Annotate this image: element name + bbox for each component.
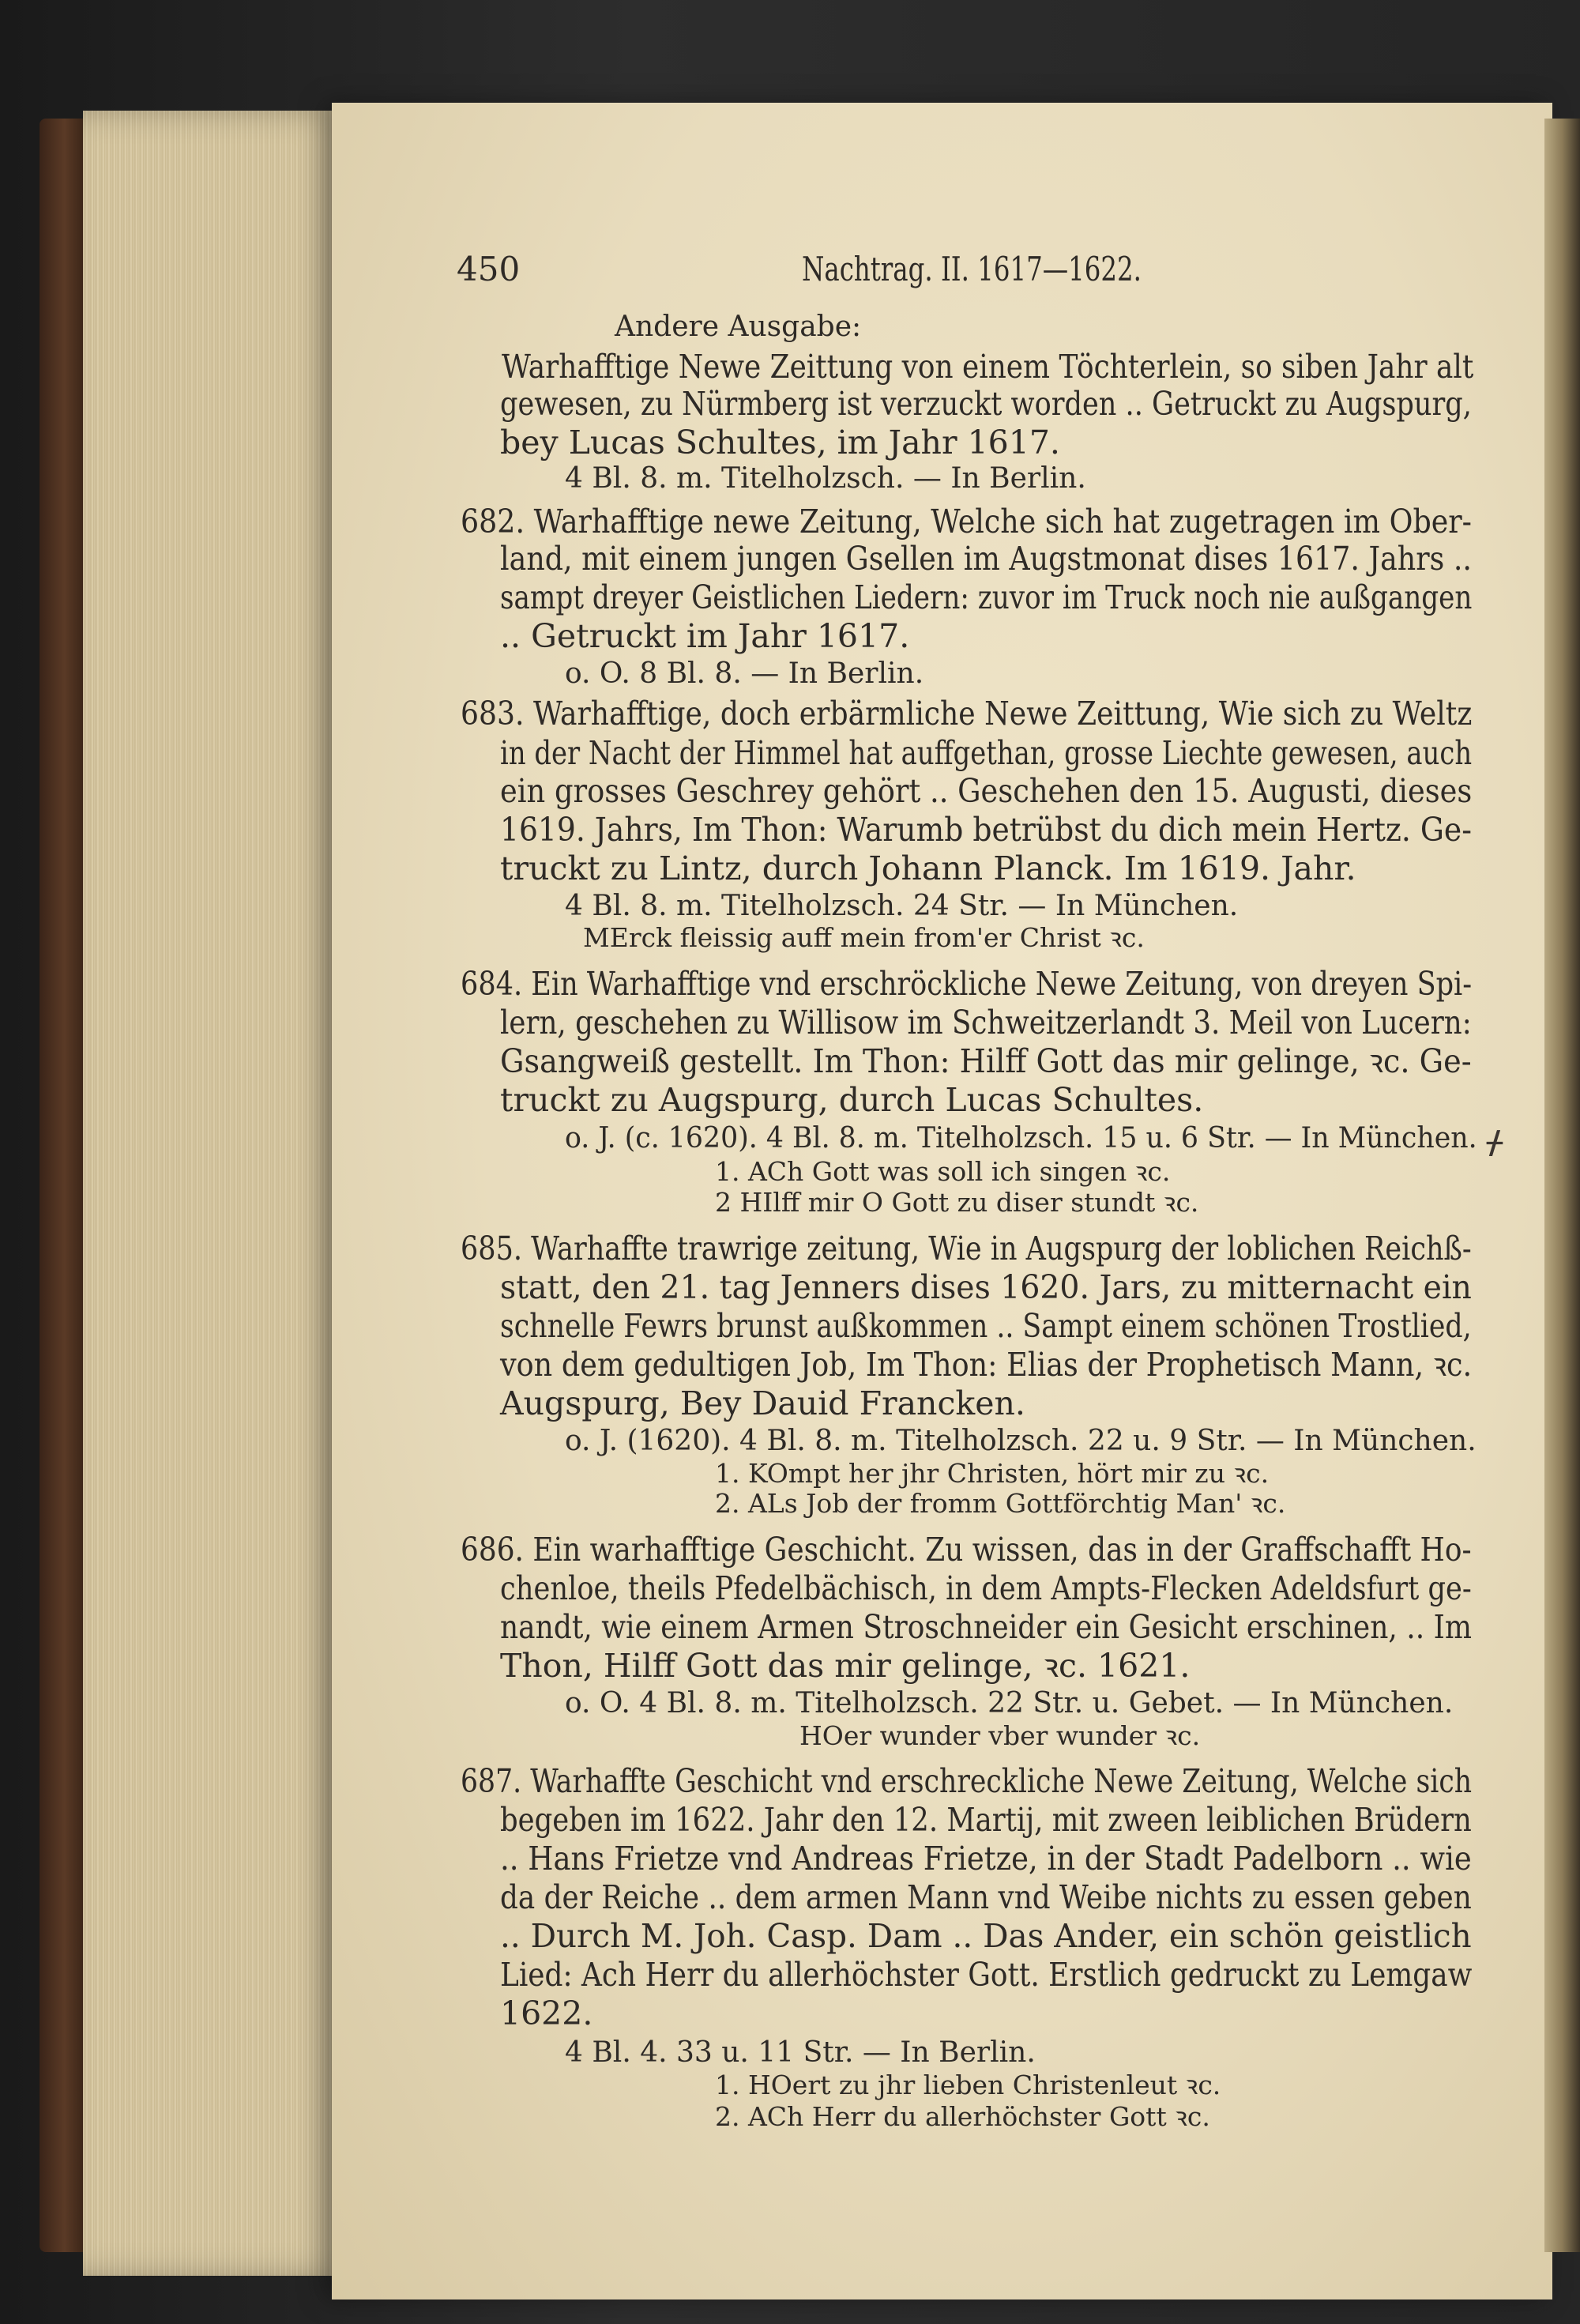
text-line: nandt, wie einem Armen Stroschneider ein Gesicht erschinen, .. Im — [500, 1608, 1472, 1646]
text-line: in der Nacht der Himmel hat auffgethan, grosse Liechte gewesen, auch — [500, 734, 1473, 772]
text-line: 1622. — [500, 1994, 593, 2032]
text-line: 685. Warhaffte trawrige zeitung, Wie in Augspurg der loblichen Reichß- — [461, 1230, 1472, 1267]
text-line: 687. Warhaffte Geschicht vnd erschreckliche Newe Zeitung, Welche sich — [461, 1762, 1473, 1800]
text-line: Andere Ausgabe: — [615, 311, 862, 343]
text-line: statt, den 21. tag Jenners dises 1620. Jars, zu mitternacht ein — [500, 1268, 1472, 1306]
text-line: 1619. Jahrs, Im Thon: Warumb betrübst du dich mein Hertz. Ge- — [500, 811, 1472, 849]
text-line: 1. HOert zu jhr lieben Christenleut ꝛc. — [715, 2070, 1221, 2100]
text-line: Lied: Ach Herr du allerhöchster Gott. Erstlich gedruckt zu Lemgaw — [500, 1956, 1473, 1994]
text-line: truckt zu Lintz, durch Johann Planck. Im 1619. Jahr. — [500, 849, 1356, 887]
text-line: MErck fleissig auff mein from'er Christ ꝛc. — [583, 922, 1145, 953]
text-line: .. Durch M. Joh. Casp. Dam .. Das Ander, ein schön geistlich — [500, 1917, 1472, 1955]
text-line: Thon, Hilff Gott das mir gelinge, ꝛc. 1621. — [500, 1647, 1191, 1685]
text-line: 686. Ein warhafftige Geschicht. Zu wissen, das in der Graffschafft Ho- — [461, 1531, 1472, 1569]
text-line: 2 HIlff mir O Gott zu diser stundt ꝛc. — [715, 1187, 1199, 1218]
text-line: Warhafftige Newe Zeittung von einem Töchterlein, so siben Jahr alt — [502, 348, 1474, 386]
text-line: HOer wunder vber wunder ꝛc. — [799, 1720, 1201, 1751]
text-line: 683. Warhafftige, doch erbärmliche Newe Zeittung, Wie sich zu Weltz — [461, 695, 1473, 733]
page-number: 450 — [457, 250, 521, 288]
text-line: von dem gedultigen Job, Im Thon: Elias der Prophetisch Mann, ꝛc. — [500, 1346, 1473, 1384]
text-line: Gsangweiß gestellt. Im Thon: Hilff Gott das mir gelinge, ꝛc. Ge- — [500, 1042, 1472, 1080]
text-line: chenloe, theils Pfedelbächisch, in dem Ampts-Flecken Adeldsfurt ge- — [500, 1569, 1472, 1607]
margin-mark: ᚋ — [1487, 1124, 1503, 1160]
text-line: 682. Warhafftige newe Zeitung, Welche sich hat zugetragen im Ober- — [461, 503, 1472, 541]
text-line: lern, geschehen zu Willisow im Schweitzerlandt 3. Meil von Lucern: — [500, 1004, 1472, 1041]
text-line: 2. ACh Herr du allerhöchster Gott ꝛc. — [715, 2101, 1210, 2132]
text-line: 684. Ein Warhafftige vnd erschröckliche Newe Zeitung, von dreyen Spi- — [461, 965, 1473, 1003]
text-line: 4 Bl. 8. m. Titelholzsch. — In Berlin. — [565, 462, 1086, 495]
text-line: land, mit einem jungen Gsellen im Augstmonat dises 1617. Jahrs .. — [500, 540, 1473, 578]
text-line: 2. ALs Job der fromm Gottförchtig Man' ꝛc. — [715, 1488, 1286, 1519]
text-line: 1. KOmpt her jhr Christen, hört mir zu ꝛc. — [715, 1458, 1270, 1489]
text-line: sampt dreyer Geistlichen Liedern: zuvor im Truck noch nie außgangen — [500, 578, 1473, 616]
text-line: schnelle Fewrs brunst außkommen .. Sampt einem schönen Trostlied, — [500, 1307, 1472, 1345]
text-line: bey Lucas Schultes, im Jahr 1617. — [500, 424, 1060, 461]
text-line: begeben im 1622. Jahr den 12. Martij, mit zween leiblichen Brüdern — [500, 1801, 1472, 1839]
text-line: truckt zu Augspurg, durch Lucas Schultes. — [500, 1081, 1204, 1119]
text-line: o. O. 4 Bl. 8. m. Titelholzsch. 22 Str. u. Gebet. — In München. — [565, 1687, 1454, 1719]
text-line: Augspurg, Bey Dauid Francken. — [500, 1384, 1025, 1422]
text-line: da der Reiche .. dem armen Mann vnd Weibe nichts zu essen geben — [500, 1878, 1472, 1916]
text-line: .. Getruckt im Jahr 1617. — [500, 617, 910, 655]
text-line: o. O. 8 Bl. 8. — In Berlin. — [565, 657, 924, 690]
text-line: gewesen, zu Nürmberg ist verzuckt worden .. Getruckt zu Augspurg, — [500, 385, 1472, 423]
running-title: Nachtrag. II. 1617—1622. — [802, 250, 1142, 288]
text-line: 1. ACh Gott was soll ich singen ꝛc. — [715, 1156, 1171, 1187]
text-line: ein grosses Geschrey gehört .. Geschehen den 15. Augusti, dieses — [500, 772, 1473, 810]
text-line: 4 Bl. 8. m. Titelholzsch. 24 Str. — In München. — [565, 890, 1239, 922]
text-line: .. Hans Frietze vnd Andreas Frietze, in der Stadt Padelborn .. wie — [500, 1840, 1472, 1878]
text-line: o. J. (1620). 4 Bl. 8. m. Titelholzsch. 22 u. 9 Str. — In München. — [565, 1425, 1477, 1457]
text-line: o. J. (c. 1620). 4 Bl. 8. m. Titelholzsch. 15 u. 6 Str. — In München. — [565, 1122, 1477, 1154]
text-line: 4 Bl. 4. 33 u. 11 Str. — In Berlin. — [565, 2036, 1036, 2069]
